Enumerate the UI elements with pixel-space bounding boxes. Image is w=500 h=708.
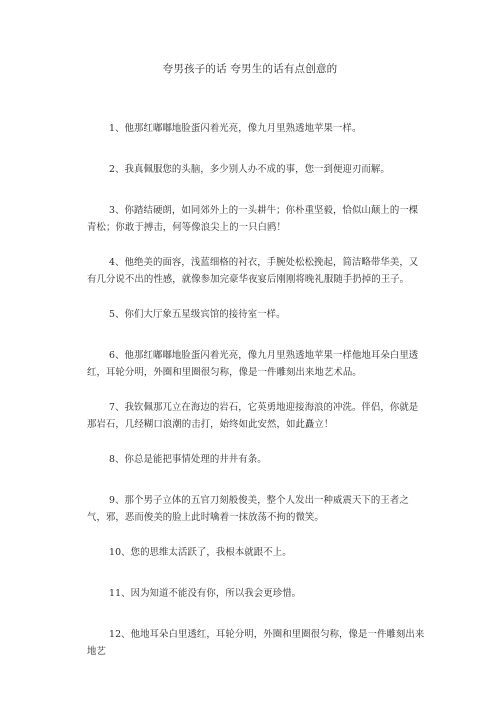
paragraph-3: 3、你踏结硬朗，如同郊外上的一头耕牛；你朴重坚毅，恰似山颠上的一棵青松；你敢于搏击，何等像浪尖上的一只白鸥！ [87,205,419,233]
paragraph-12: 12、他地耳朵白里透红，耳轮分明，外圈和里圈很匀称，像是一件雕刻出来地艺 [87,629,425,657]
paragraph-7: 7、我钦佩那兀立在海边的岩石，它英勇地迎接海浪的冲洗。伴侣，你就是那岩石，几经糊口浪潮的击打，始终如此安然，如此矗立！ [87,402,419,430]
paragraph-4: 4、他绝美的面容，浅蓝细格的衬衣，手腕处松松挽起，简洁略带华美，又有几分说不出的性感，就像参加完豪华夜宴后刚刚将晚礼服随手扔掉的王子。 [87,257,419,285]
paragraph-6: 6、他那红嘟嘟地脸蛋闪着光亮，像九月里熟透地苹果一样他地耳朵白里透红，耳轮分明，外圈和里圈很匀称，像是一件雕刻出来地艺术品。 [87,350,419,378]
paragraph-2: 2、我真佩服您的头脑，多少别人办不成的事，您一到便迎刃而解。 [109,164,390,175]
paragraph-1: 1、他那红嘟嘟地脸蛋闪着光亮，像九月里熟透地苹果一样。 [109,123,362,134]
paragraph-5: 5、你们大厅象五星级宾馆的接待室一样。 [109,309,286,320]
paragraph-11: 11、因为知道不能没有你，所以我会更珍惜。 [109,588,302,599]
paragraph-9: 9、那个男子立体的五官刀刻般俊美，整个人发出一种威震天下的王者之气，邪，恶而俊美的脸上此时噙着一抹放荡不拘的微笑。 [87,495,409,523]
document-title: 夸男孩子的话 夸男生的话有点创意的 [162,63,338,75]
paragraph-8: 8、你总是能把事情处理的井井有条。 [109,454,267,465]
paragraph-10: 10、您的思维太活跃了，我根本就跟不上。 [109,547,292,558]
